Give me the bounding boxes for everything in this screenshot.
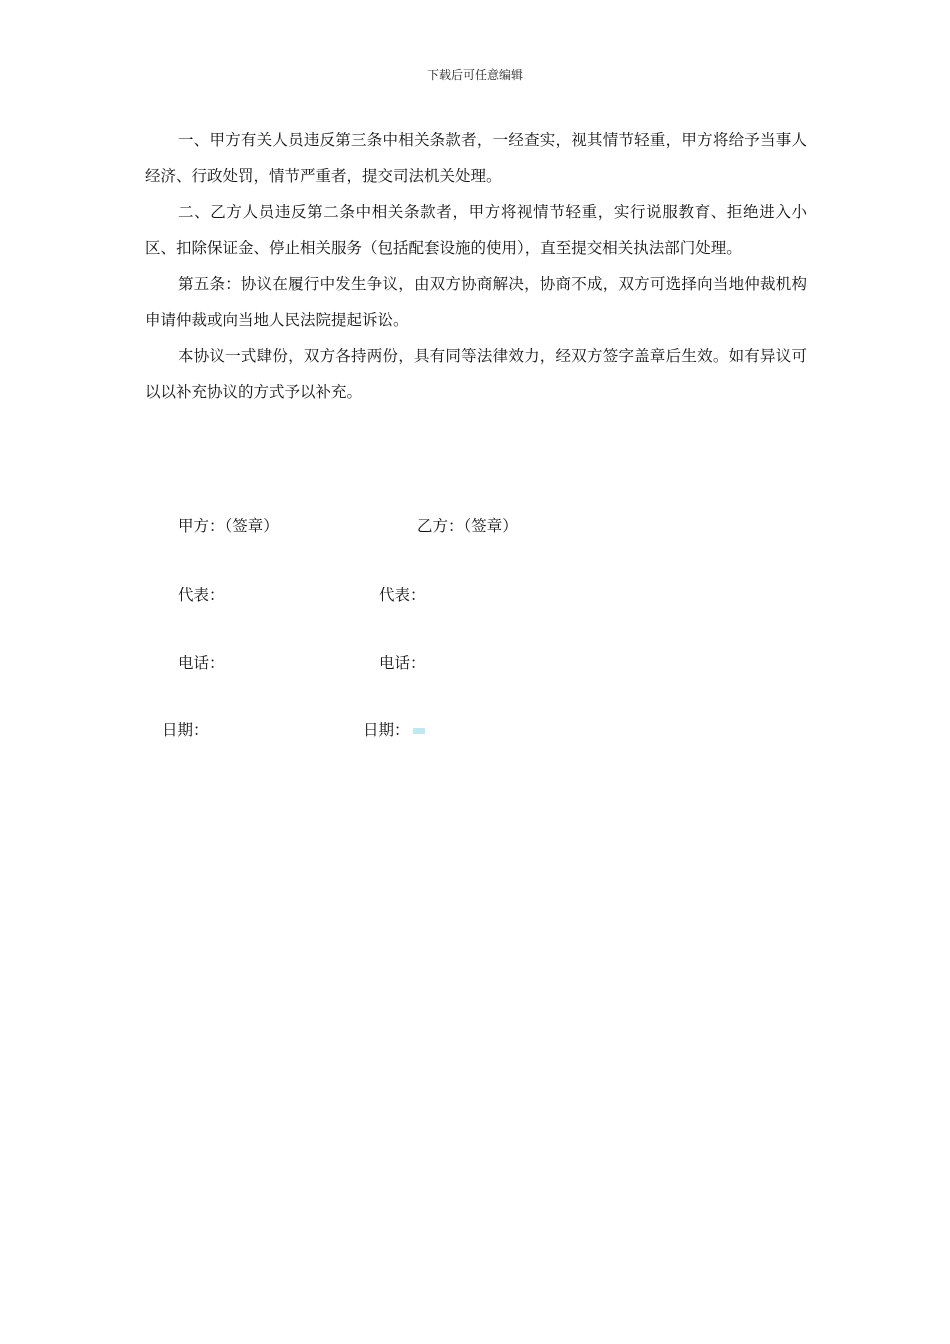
party-b-seal-label: 乙方：（签章） (417, 517, 518, 535)
party-a-date-label: 日期： (162, 721, 209, 739)
party-a-phone-label: 电话： (178, 654, 225, 672)
clause-paragraph-4: 本协议一式肆份，双方各持两份，具有同等法律效力，经双方签字盖章后生效。如有异议可以以补充协议的方式予以补充。 (145, 347, 807, 401)
clause-paragraph-2: 二、乙方人员违反第二条中相关条款者，甲方将视情节轻重，实行说服教育、拒绝进入小区、扣除保证金、停止相关服务（包括配套设施的使用），直至提交相关执法部门处理。 (145, 203, 807, 257)
agreement-body (145, 122, 807, 410)
party-a-seal-label: 甲方：（签章） (178, 517, 279, 535)
party-b-phone-label: 电话： (379, 654, 426, 672)
party-a-representative-label: 代表： (178, 586, 225, 604)
clause-paragraph-3: 第五条：协议在履行中发生争议，由双方协商解决，协商不成，双方可选择向当地仲裁机构申请仲裁或向当地人民法院提起诉讼。 (145, 275, 807, 329)
party-b-date-label: 日期： (363, 721, 410, 739)
party-b-date-row (363, 718, 425, 740)
header-note: 下载后可任意编辑 (426, 68, 523, 82)
party-b-representative-label: 代表： (379, 586, 426, 604)
clause-paragraph-1: 一、甲方有关人员违反第三条中相关条款者，一经查实，视其情节轻重，甲方将给予当事人经济、行政处罚，情节严重者，提交司法机关处理。 (145, 131, 807, 185)
highlight-mark (413, 728, 425, 734)
